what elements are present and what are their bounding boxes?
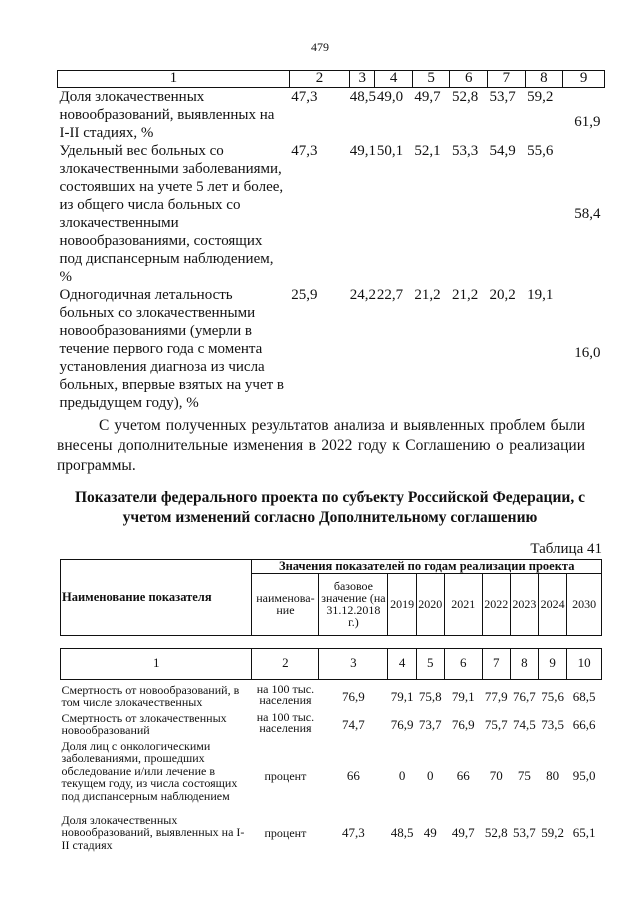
value-cell: 73,5 xyxy=(541,717,565,733)
col-number: 6 xyxy=(450,71,488,88)
col-number: 5 xyxy=(412,71,450,88)
indicator-name: Одногодичная летальность больных со злокачественными новообразованиями (умерли в течение первого года с момента установления диагноза из числа больных, впервые взятых на учет в предыдущем году), % xyxy=(59,287,285,411)
unit-cell: процент xyxy=(264,769,307,783)
value-cell: 68,5 xyxy=(572,689,596,705)
value-cell: 49,7 xyxy=(414,89,441,105)
table-row xyxy=(58,88,605,143)
value-cell: 77,9 xyxy=(484,689,508,705)
value-cell: 16,0 xyxy=(574,345,601,361)
value-cell: 76,7 xyxy=(513,689,536,705)
value-cell: 59,2 xyxy=(527,89,554,105)
col-number: 4 xyxy=(375,71,413,88)
value-cell: 52,8 xyxy=(484,825,508,841)
col-number: 1 xyxy=(58,71,290,88)
col-number: 10 xyxy=(567,648,602,679)
value-cell: 95,0 xyxy=(572,768,596,784)
table-header-row xyxy=(61,560,602,574)
value-cell: 22,7 xyxy=(376,287,404,303)
value-cell: 53,3 xyxy=(451,143,479,159)
column-header-year: 2020 xyxy=(416,573,444,635)
col-number: 6 xyxy=(444,648,482,679)
col-number: 2 xyxy=(252,648,319,679)
indicator-name: Смертность от злокачественных новообразований xyxy=(61,710,227,737)
value-cell: 74,5 xyxy=(513,717,536,733)
column-header-unit: наименова-ние xyxy=(252,573,319,635)
value-cell: 76,9 xyxy=(342,689,365,705)
value-cell: 47,3 xyxy=(291,89,318,105)
value-cell: 49,1 xyxy=(349,143,377,159)
col-number: 3 xyxy=(350,71,375,88)
value-cell: 53,7 xyxy=(513,825,536,841)
value-cell: 19,1 xyxy=(527,287,554,303)
page-number: 479 xyxy=(311,40,329,54)
table-caption: Таблица 41 xyxy=(530,541,602,557)
value-cell: 75,7 xyxy=(484,717,508,733)
table-row xyxy=(58,142,605,286)
table-row xyxy=(58,286,605,412)
value-cell: 47,3 xyxy=(342,825,365,841)
table-row xyxy=(61,712,602,740)
indicators-table-continued xyxy=(57,70,605,412)
value-cell: 66 xyxy=(346,768,360,784)
value-cell: 55,6 xyxy=(527,143,554,159)
col-number: 5 xyxy=(416,648,444,679)
col-number: 9 xyxy=(539,648,567,679)
value-cell: 0 xyxy=(398,768,406,784)
value-cell: 65,1 xyxy=(572,825,596,841)
table-row xyxy=(61,684,602,712)
value-cell: 80 xyxy=(546,768,560,784)
value-cell: 58,4 xyxy=(574,206,601,222)
col-number: 2 xyxy=(289,71,350,88)
column-group-header: Значения показателей по годам реализации проекта xyxy=(252,560,602,574)
indicator-name: Доля злокачественных новообразований, выявленных на I-II стадиях, % xyxy=(59,89,275,141)
value-cell: 21,2 xyxy=(451,287,479,303)
indicator-name: Смертность от новообразований, в том числе злокачественных xyxy=(61,682,240,709)
column-header-name: Наименование показателя xyxy=(61,560,252,636)
value-cell: 70 xyxy=(489,768,503,784)
value-cell: 48,5 xyxy=(390,825,414,841)
value-cell: 20,2 xyxy=(489,287,516,303)
column-header-year: 2019 xyxy=(388,573,416,635)
unit-cell: на 100 тыс. населения xyxy=(256,681,315,707)
table-row xyxy=(61,814,602,854)
value-cell: 76,9 xyxy=(390,717,414,733)
value-cell: 74,7 xyxy=(342,717,365,733)
col-number: 1 xyxy=(61,648,252,679)
section-heading: Показатели федерального проекта по субъекту Российской Федерации, с учетом изменений согласно Дополнительному соглашению xyxy=(75,489,585,526)
value-cell: 75 xyxy=(517,768,531,784)
value-cell: 49,7 xyxy=(451,825,475,841)
indicator-name: Доля лиц с онкологическими заболеваниями, прошедших обследование и/или лечение в текущем году, из числа состоящих под диспансерным наблюдением xyxy=(61,738,238,803)
value-cell: 59,2 xyxy=(541,825,565,841)
value-cell: 48,5 xyxy=(349,89,377,105)
federal-project-indicators-table xyxy=(60,559,602,854)
column-header-year: 2030 xyxy=(567,573,602,635)
unit-cell: процент xyxy=(264,826,307,840)
value-cell: 53,7 xyxy=(489,89,516,105)
value-cell: 66 xyxy=(456,768,470,784)
value-cell: 24,2 xyxy=(349,287,377,303)
value-cell: 66,6 xyxy=(572,717,596,733)
col-number: 7 xyxy=(482,648,510,679)
column-header-year: 2022 xyxy=(482,573,510,635)
indicator-name: Удельный вес больных со злокачественными заболеваниями, состоявших на учете 5 лет и более, из общего числа больных со злокачественными новообразованиями, состоящих под диспансерным наблюдением, % xyxy=(59,143,284,285)
body-paragraph: С учетом полученных результатов анализа и выявленных проблем были внесены дополнительные изменения в 2022 году к Соглашению о реализации программы. xyxy=(57,417,585,474)
value-cell: 75,8 xyxy=(418,689,442,705)
column-numbers-row xyxy=(61,648,602,679)
col-number: 8 xyxy=(525,71,563,88)
value-cell: 54,9 xyxy=(489,143,516,159)
table-header-row xyxy=(58,71,605,88)
value-cell: 50,1 xyxy=(376,143,404,159)
value-cell: 49,0 xyxy=(376,89,404,105)
value-cell: 75,6 xyxy=(541,689,565,705)
col-number: 4 xyxy=(388,648,416,679)
indicator-name: Доля злокачественных новообразований, выявленных на I-II стадиях xyxy=(61,812,245,852)
column-header-year: 2023 xyxy=(510,573,538,635)
table-row xyxy=(61,740,602,814)
value-cell: 49 xyxy=(423,825,437,841)
value-cell: 79,1 xyxy=(390,689,414,705)
column-header-base: базовое значение (на 31.12.2018 г.) xyxy=(319,573,388,635)
value-cell: 52,8 xyxy=(451,89,479,105)
value-cell: 61,9 xyxy=(574,114,601,130)
col-number: 8 xyxy=(510,648,538,679)
value-cell: 73,7 xyxy=(418,717,442,733)
value-cell: 52,1 xyxy=(414,143,441,159)
column-header-year: 2024 xyxy=(539,573,567,635)
column-header-year: 2021 xyxy=(444,573,482,635)
value-cell: 76,9 xyxy=(451,717,475,733)
value-cell: 21,2 xyxy=(414,287,441,303)
value-cell: 25,9 xyxy=(291,287,318,303)
value-cell: 47,3 xyxy=(291,143,318,159)
unit-cell: на 100 тыс. населения xyxy=(256,709,315,735)
col-number: 3 xyxy=(319,648,388,679)
value-cell: 0 xyxy=(427,768,434,784)
value-cell: 79,1 xyxy=(451,689,475,705)
col-number: 7 xyxy=(488,71,526,88)
col-number: 9 xyxy=(563,71,605,88)
